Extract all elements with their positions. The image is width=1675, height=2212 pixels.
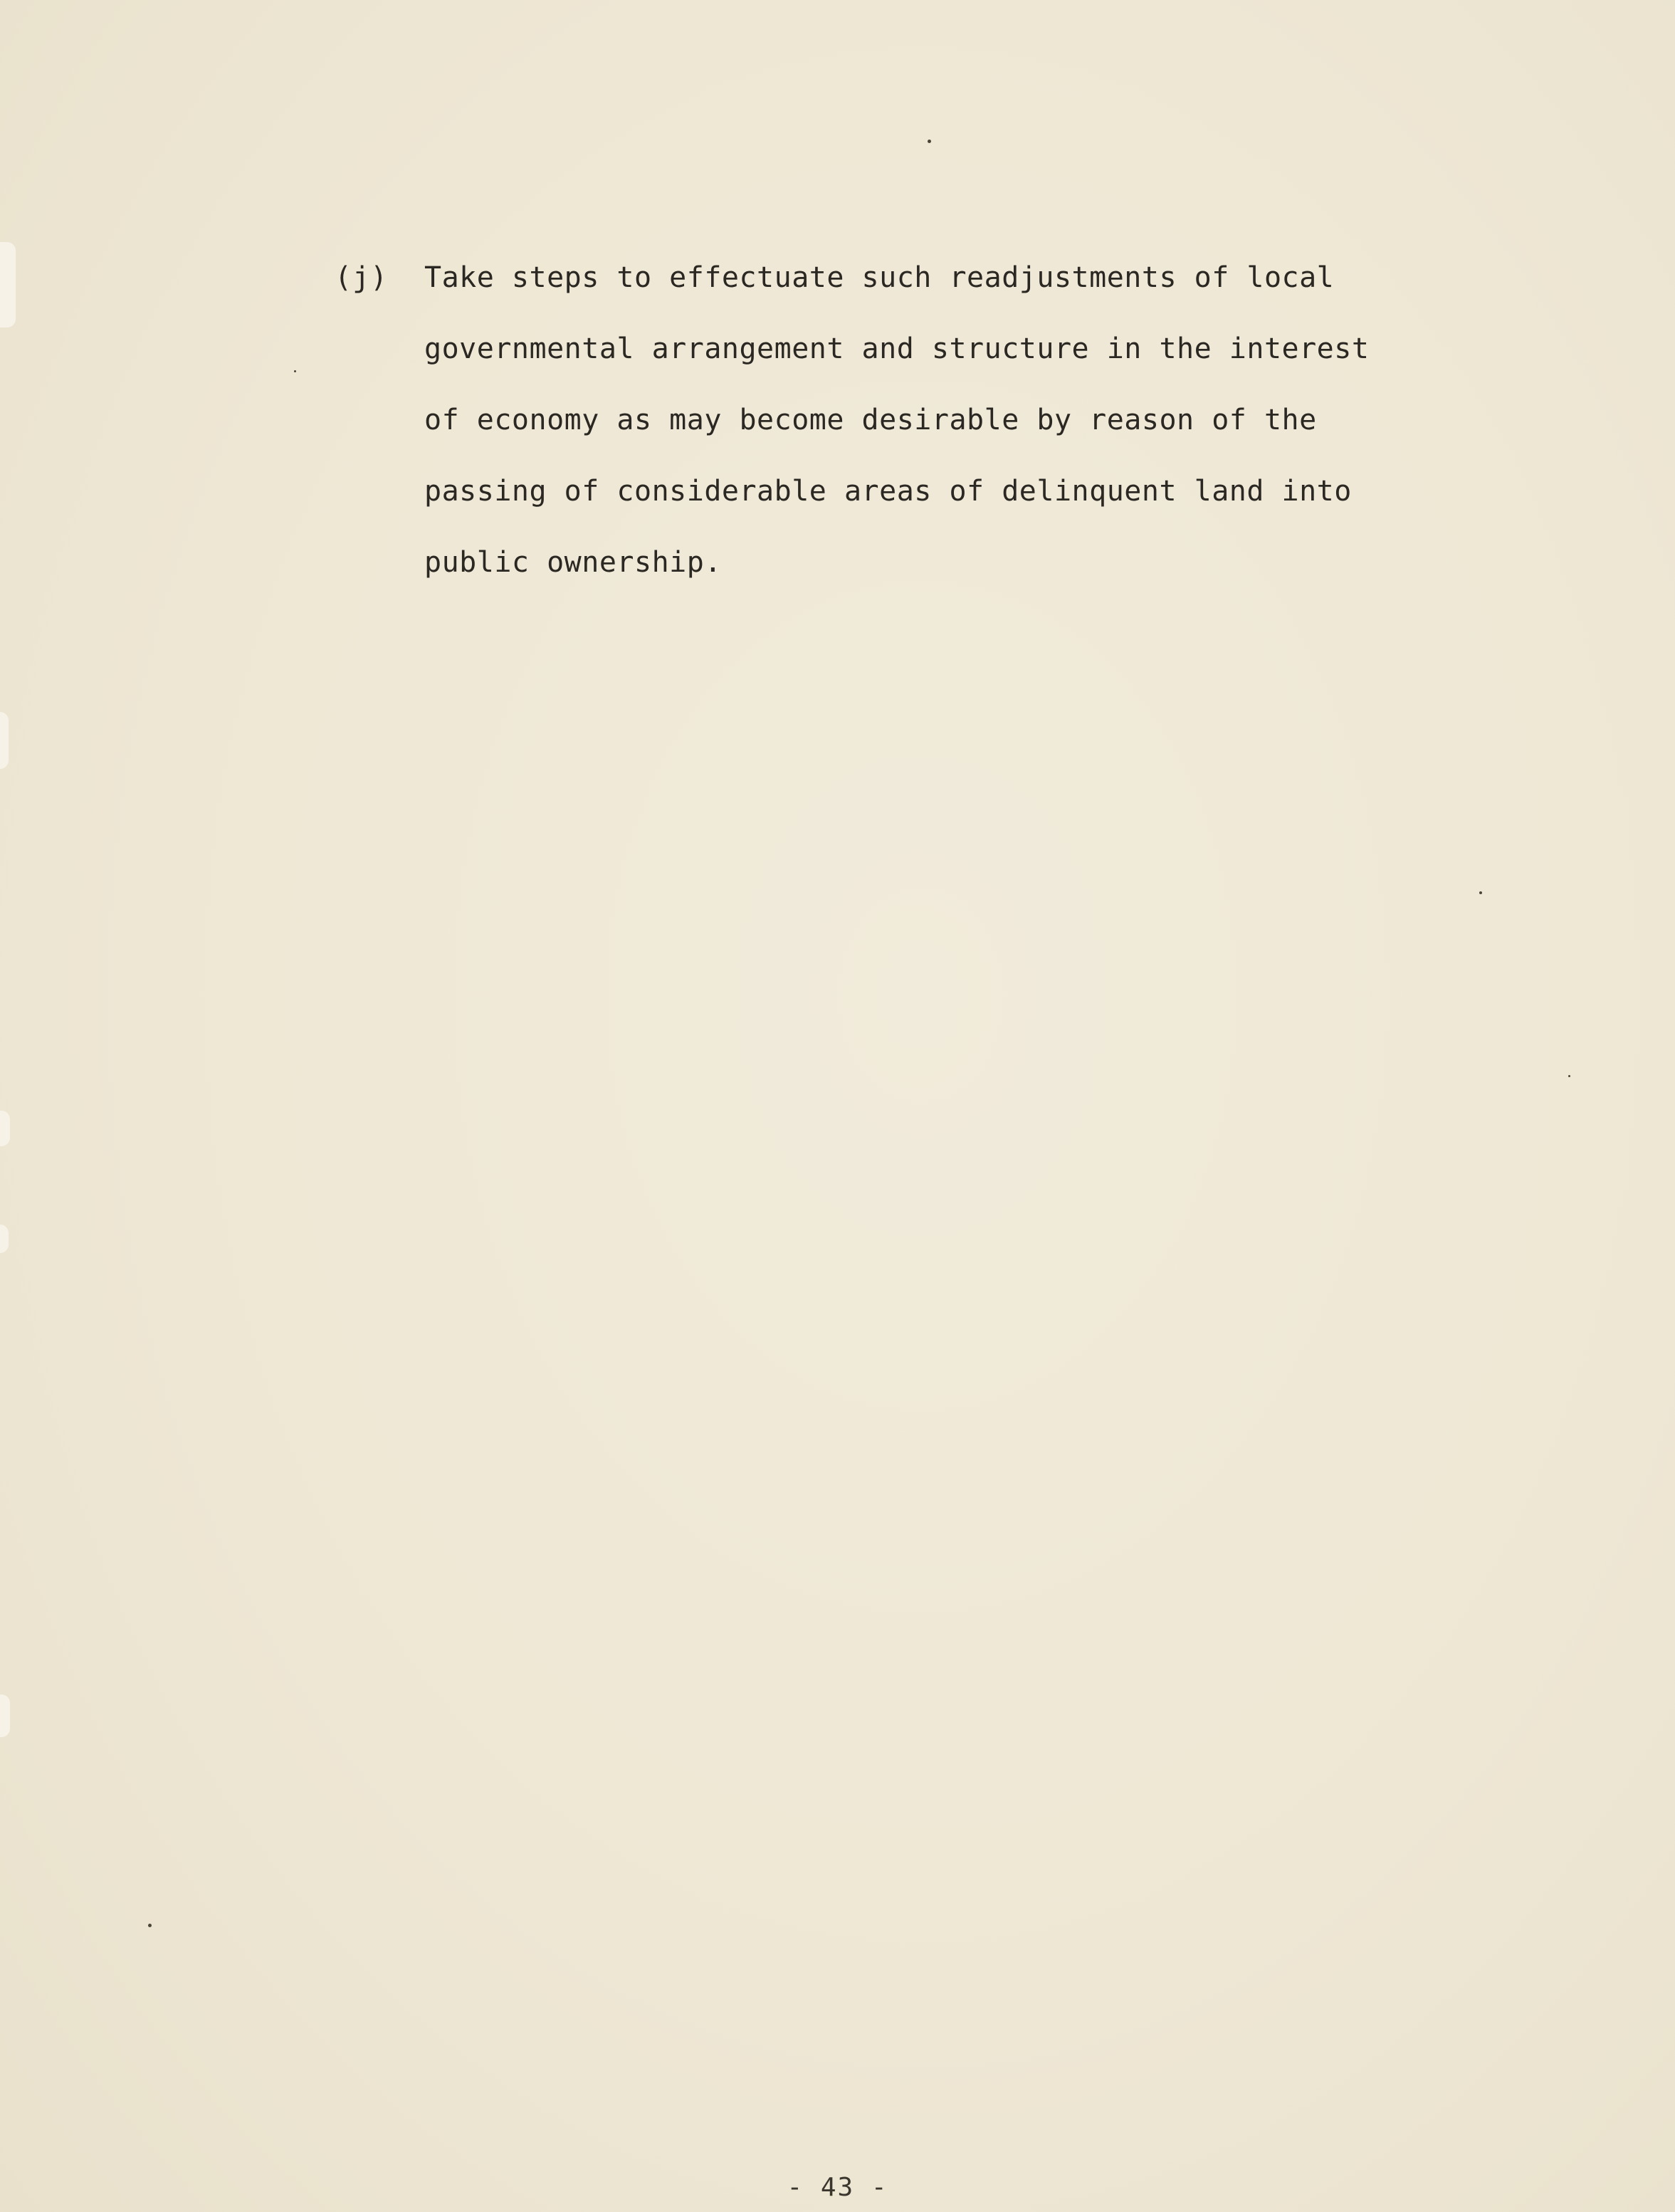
- binding-hole-mark: [0, 1111, 10, 1146]
- paper-speck: [148, 1924, 152, 1927]
- binding-hole-mark: [0, 1225, 9, 1253]
- page-number: - 43 -: [787, 2173, 888, 2202]
- binding-hole-mark: [0, 712, 9, 769]
- text-line: governmental arrangement and structure in the interest: [424, 332, 1370, 365]
- text-line: public ownership.: [424, 546, 722, 579]
- item-text: [424, 242, 1456, 598]
- paper-speck: [928, 140, 931, 143]
- paper-speck: [1479, 891, 1482, 894]
- binding-hole-mark: [0, 242, 16, 327]
- text-line: passing of considerable areas of delinquent land into: [424, 475, 1352, 508]
- paper-speck: [1568, 1075, 1570, 1077]
- text-line: Take steps to effectuate such readjustments of local: [424, 261, 1335, 294]
- paper-speck: [294, 370, 296, 372]
- binding-hole-mark: [0, 1694, 10, 1737]
- item-label: (j): [335, 261, 389, 294]
- text-line: of economy as may become desirable by reason of the: [424, 404, 1317, 436]
